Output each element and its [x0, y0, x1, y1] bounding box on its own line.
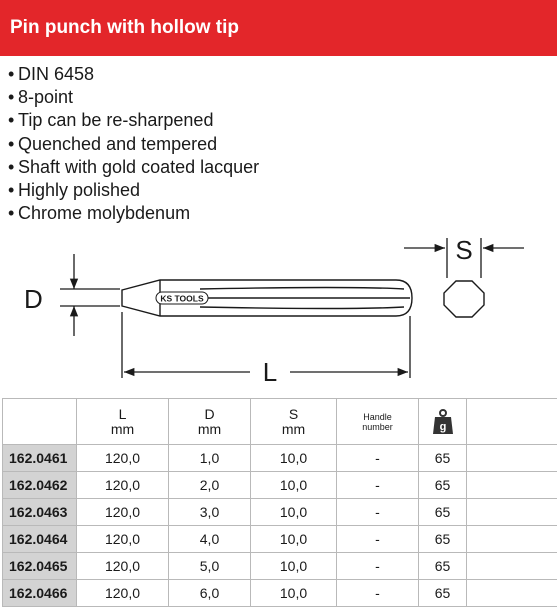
cell-weight: 65: [419, 499, 467, 526]
article-number: 162.0466: [3, 580, 77, 607]
article-number: 162.0462: [3, 472, 77, 499]
dimension-label-s: S: [455, 235, 473, 265]
feature-text: 8-point: [18, 87, 74, 108]
header-handle: Handle number: [337, 399, 419, 445]
feature-text: Quenched and tempered: [18, 133, 218, 154]
bullet-icon: •: [8, 156, 15, 177]
table-row: [3, 553, 557, 580]
feature-item: [8, 86, 259, 109]
svg-text:KS TOOLS: KS TOOLS: [160, 293, 204, 304]
cell-width: 10,0: [251, 472, 337, 499]
table-row: [3, 580, 557, 607]
cell-diameter: 3,0: [169, 499, 251, 526]
feature-text: Shaft with gold coated lacquer: [18, 156, 260, 177]
cell-handle: -: [337, 580, 419, 607]
diameter-dimension: [60, 254, 120, 336]
cell-width: 10,0: [251, 499, 337, 526]
header-weight: [419, 399, 467, 445]
header-article: [3, 399, 77, 445]
table-row: [3, 526, 557, 553]
cell-diameter: 6,0: [169, 580, 251, 607]
feature-item: [8, 133, 259, 156]
dimension-label-l: L: [262, 357, 278, 387]
cell-length: 120,0: [77, 580, 169, 607]
technical-drawing: [0, 232, 557, 392]
article-number: 162.0465: [3, 553, 77, 580]
table-header-row: [3, 399, 557, 445]
table-row: [3, 499, 557, 526]
table-row: [3, 472, 557, 499]
feature-list: [8, 63, 259, 225]
bullet-icon: •: [8, 133, 15, 154]
cell-weight: 65: [419, 445, 467, 472]
feature-item: [8, 156, 259, 179]
header-diameter: D mm: [169, 399, 251, 445]
cell-empty: [467, 580, 557, 607]
feature-item: [8, 63, 259, 86]
cell-handle: -: [337, 472, 419, 499]
header-length: L mm: [77, 399, 169, 445]
cell-width: 10,0: [251, 526, 337, 553]
cell-empty: [467, 472, 557, 499]
article-number: 162.0464: [3, 526, 77, 553]
feature-text: DIN 6458: [18, 64, 95, 84]
weight-g-icon: [432, 409, 454, 435]
cell-weight: 65: [419, 526, 467, 553]
feature-item: [8, 202, 259, 225]
cell-empty: [467, 553, 557, 580]
cell-empty: [467, 526, 557, 553]
cell-handle: -: [337, 526, 419, 553]
cell-width: 10,0: [251, 580, 337, 607]
feature-item: [8, 109, 259, 132]
octagon-profile: [444, 281, 484, 317]
cell-handle: -: [337, 445, 419, 472]
header-empty: [467, 399, 557, 445]
cell-empty: [467, 499, 557, 526]
cell-diameter: 1,0: [169, 445, 251, 472]
feature-text: Tip can be re-sharpened: [18, 110, 214, 131]
bullet-icon: •: [8, 64, 15, 84]
brand-logo: [156, 292, 208, 304]
cell-diameter: 4,0: [169, 526, 251, 553]
cell-weight: 65: [419, 472, 467, 499]
dimension-label-d: D: [24, 284, 43, 314]
bullet-icon: •: [8, 110, 15, 131]
table-row: [3, 445, 557, 472]
cell-weight: 65: [419, 580, 467, 607]
cell-weight: 65: [419, 553, 467, 580]
cell-width: 10,0: [251, 553, 337, 580]
cell-handle: -: [337, 499, 419, 526]
bullet-icon: •: [8, 87, 15, 108]
header-width: S mm: [251, 399, 337, 445]
cell-width: 10,0: [251, 445, 337, 472]
title-bar: [0, 0, 557, 56]
cell-length: 120,0: [77, 445, 169, 472]
page-title: Pin punch with hollow tip: [10, 17, 240, 38]
feature-text: Highly polished: [18, 180, 141, 201]
cell-length: 120,0: [77, 472, 169, 499]
bullet-icon: •: [8, 203, 15, 224]
cell-diameter: 5,0: [169, 553, 251, 580]
article-number: 162.0461: [3, 445, 77, 472]
cell-empty: [467, 445, 557, 472]
cell-diameter: 2,0: [169, 472, 251, 499]
feature-text: Chrome molybdenum: [18, 203, 191, 224]
cell-length: 120,0: [77, 526, 169, 553]
cell-length: 120,0: [77, 553, 169, 580]
svg-text:g: g: [439, 420, 446, 433]
bullet-icon: •: [8, 180, 15, 201]
spec-table: [2, 398, 557, 607]
feature-item: [8, 179, 259, 202]
article-number: 162.0463: [3, 499, 77, 526]
cell-length: 120,0: [77, 499, 169, 526]
cell-handle: -: [337, 553, 419, 580]
